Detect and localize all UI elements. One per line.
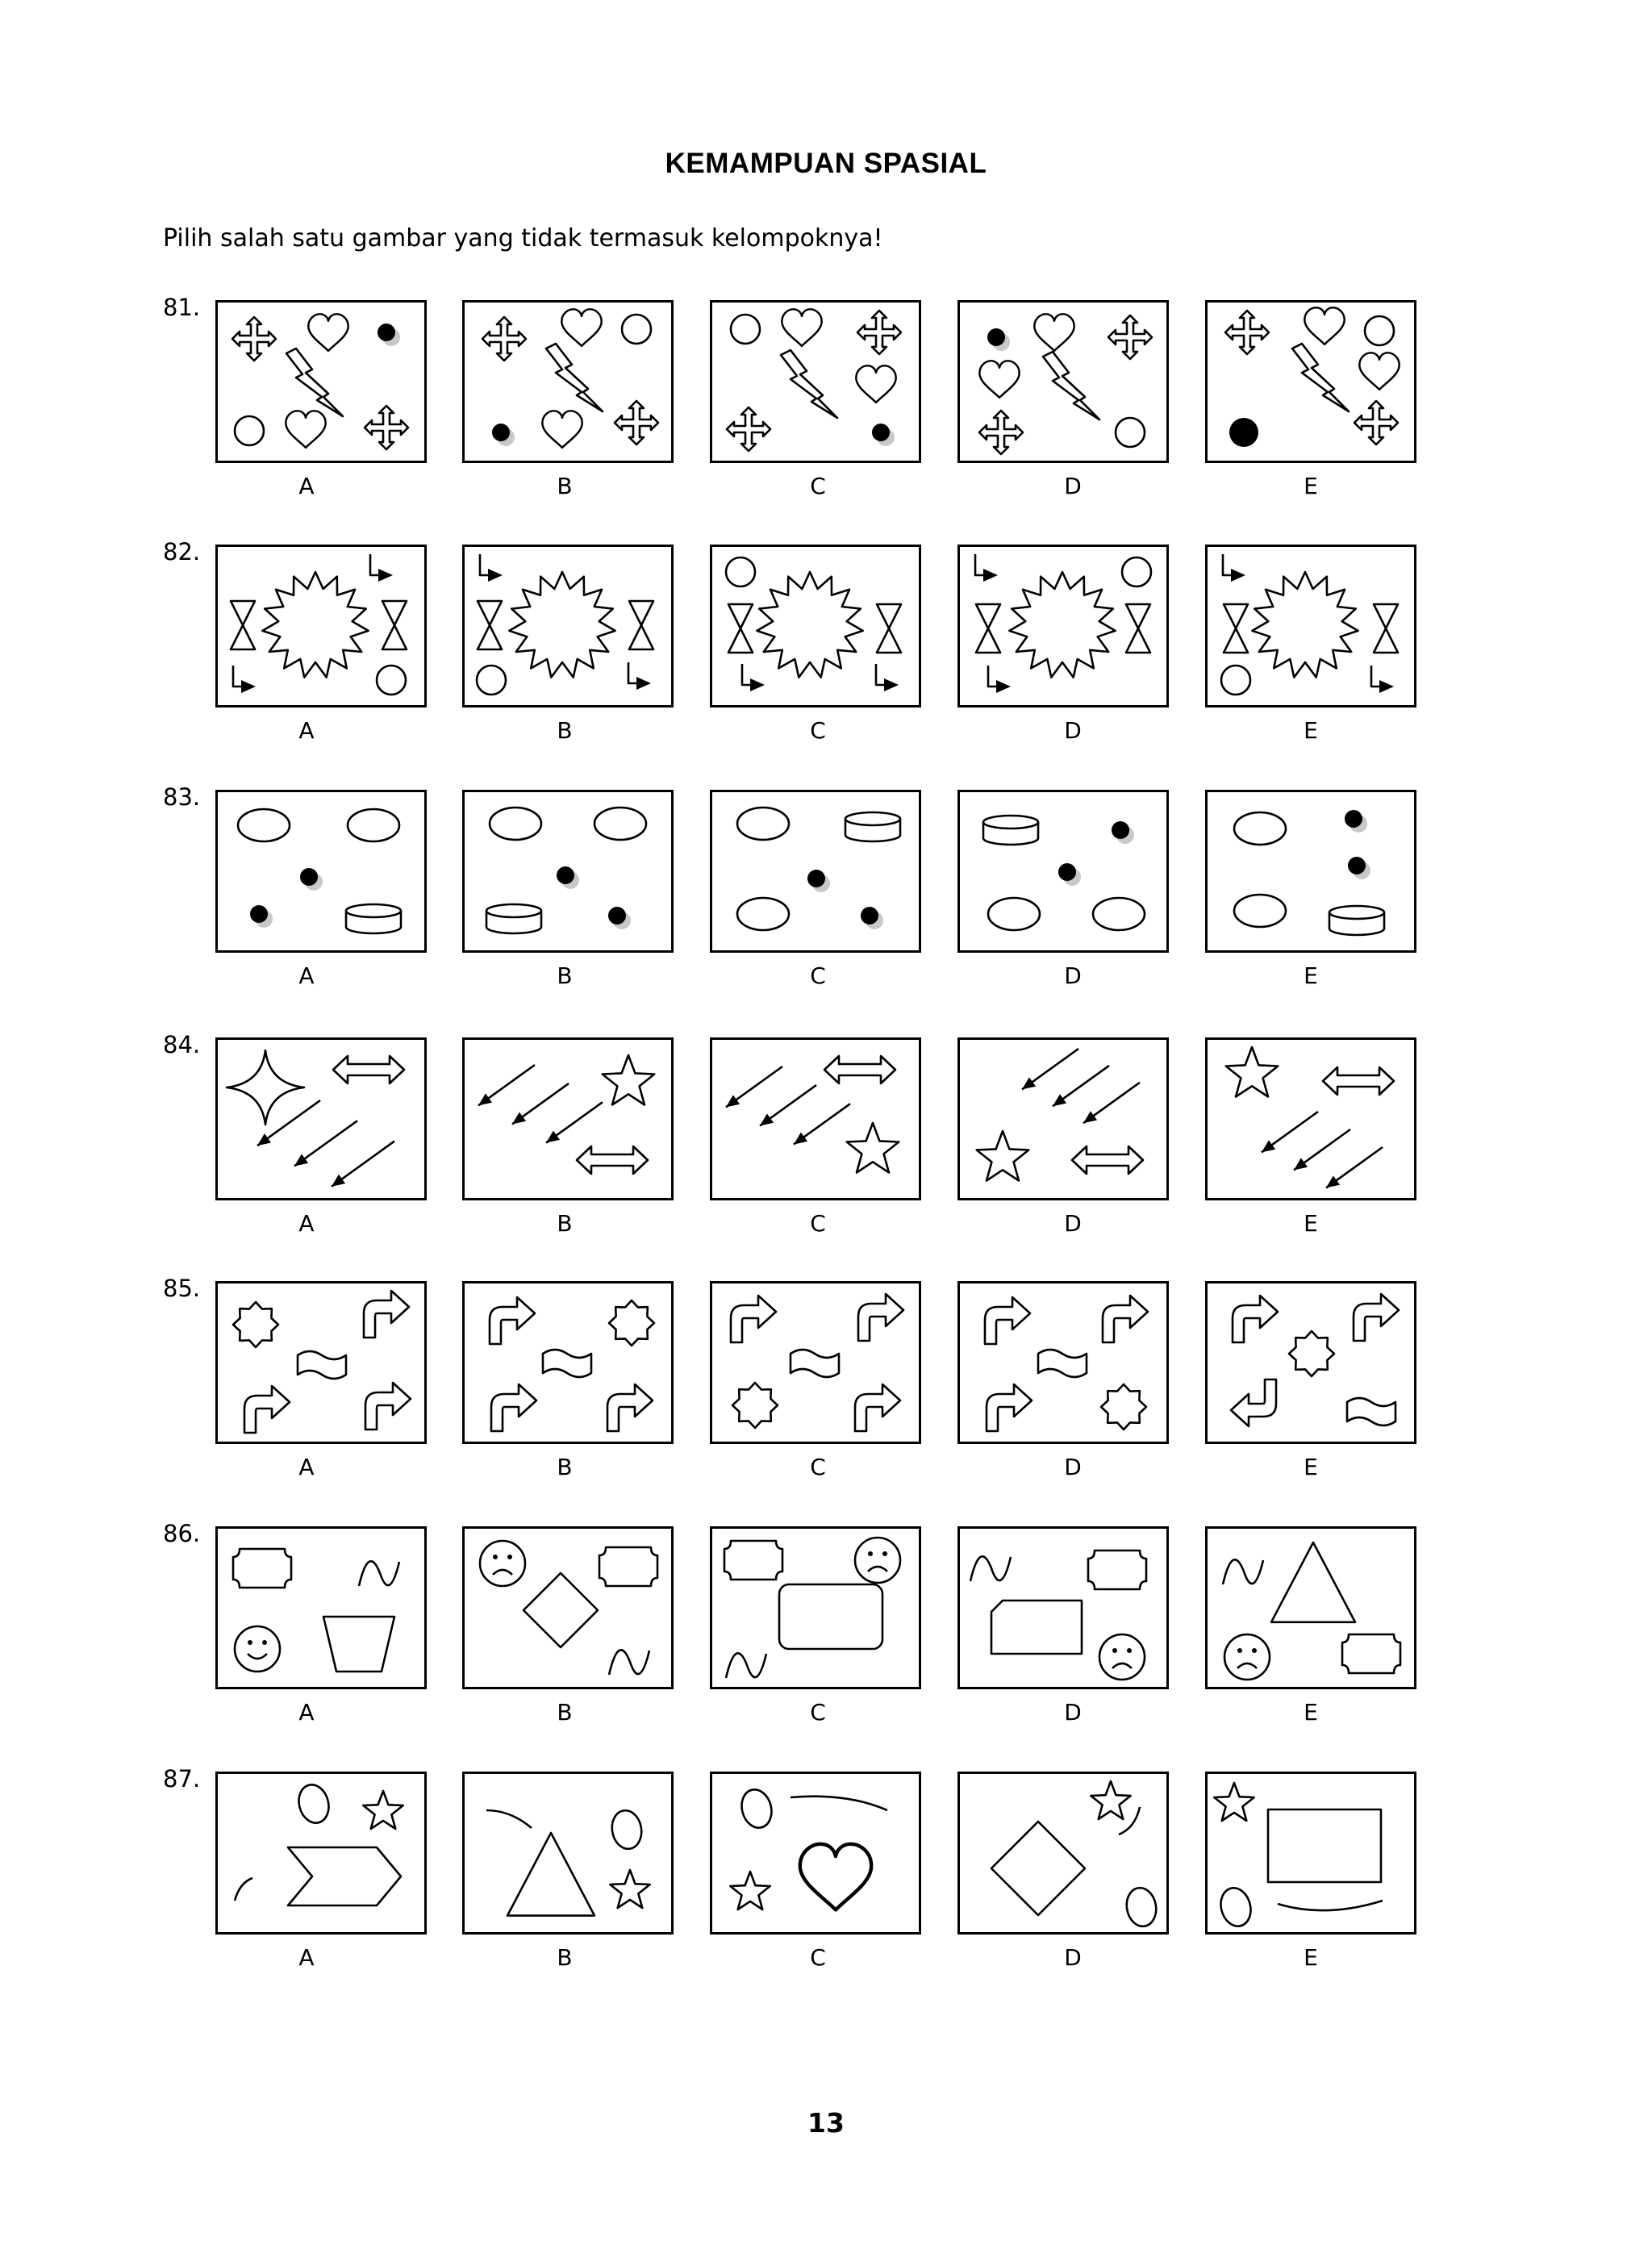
figure-drawing [215,300,427,463]
option-panel-86-a[interactable] [215,1526,427,1689]
figure-drawing [462,1526,674,1689]
figure-drawing [1205,545,1416,707]
figure-drawing [710,1037,921,1200]
option-label: D [1064,717,1082,744]
option-panel-81-b[interactable] [462,300,674,463]
figure-drawing [462,1281,674,1444]
option-label: B [557,1944,573,1971]
option-panel-87-e[interactable] [1205,1772,1416,1935]
question-number: 87. [163,1765,201,1793]
option-label: E [1304,473,1318,499]
figure-drawing [957,1772,1169,1935]
figure-drawing [710,1281,921,1444]
option-panel-84-b[interactable] [462,1037,674,1200]
figure-drawing [1205,1526,1416,1689]
option-panel-82-a[interactable] [215,545,427,707]
option-panel-86-b[interactable] [462,1526,674,1689]
figure-drawing [215,1281,427,1444]
figure-drawing [462,1772,674,1935]
option-label: A [298,962,315,989]
option-label: A [298,1699,315,1726]
option-panel-85-b[interactable] [462,1281,674,1444]
figure-drawing [1205,300,1416,463]
option-label: E [1304,717,1318,744]
question-number: 85. [163,1275,201,1302]
figure-drawing [710,790,921,953]
option-label: D [1064,1944,1082,1971]
figure-drawing [1205,1772,1416,1935]
option-label: C [810,1944,826,1971]
option-panel-83-e[interactable] [1205,790,1416,953]
option-label: C [810,962,826,989]
option-label: D [1064,1454,1082,1480]
figure-drawing [1205,1037,1416,1200]
figure-drawing [957,545,1169,707]
option-panel-87-a[interactable] [215,1772,427,1935]
option-panel-87-c[interactable] [710,1772,921,1935]
figure-drawing [1205,790,1416,953]
option-label: B [557,473,573,499]
instruction-text: Pilih salah satu gambar yang tidak termasuk kelompoknya! [163,224,883,253]
option-panel-85-c[interactable] [710,1281,921,1444]
option-label: E [1304,1210,1318,1237]
option-panel-83-a[interactable] [215,790,427,953]
option-label: A [298,473,315,499]
figure-drawing [215,545,427,707]
option-label: E [1304,1699,1318,1726]
option-label: E [1304,962,1318,989]
option-panel-84-a[interactable] [215,1037,427,1200]
option-panel-86-d[interactable] [957,1526,1169,1689]
option-panel-81-d[interactable] [957,300,1169,463]
page-title: KEMAMPUAN SPASIAL [665,148,987,179]
option-panel-84-c[interactable] [710,1037,921,1200]
figure-drawing [710,300,921,463]
figure-drawing [710,1772,921,1935]
option-label: A [298,1944,315,1971]
option-panel-87-d[interactable] [957,1772,1169,1935]
option-panel-81-e[interactable] [1205,300,1416,463]
figure-drawing [215,1772,427,1935]
option-panel-82-d[interactable] [957,545,1169,707]
option-label: C [810,1210,826,1237]
figure-drawing [957,1526,1169,1689]
figure-drawing [215,1037,427,1200]
option-panel-86-c[interactable] [710,1526,921,1689]
figure-drawing [710,545,921,707]
figure-drawing [957,1037,1169,1200]
option-label: C [810,717,826,744]
option-panel-87-b[interactable] [462,1772,674,1935]
option-panel-85-e[interactable] [1205,1281,1416,1444]
question-number: 86. [163,1520,201,1547]
option-panel-82-c[interactable] [710,545,921,707]
option-label: B [557,1699,573,1726]
figure-drawing [957,1281,1169,1444]
question-number: 83. [163,783,201,811]
option-label: E [1304,1944,1318,1971]
option-label: A [298,717,315,744]
figure-drawing [215,1526,427,1689]
option-panel-81-c[interactable] [710,300,921,463]
option-panel-82-b[interactable] [462,545,674,707]
figure-drawing [1205,1281,1416,1444]
option-panel-83-d[interactable] [957,790,1169,953]
option-label: C [810,1699,826,1726]
option-label: D [1064,473,1082,499]
option-panel-85-d[interactable] [957,1281,1169,1444]
option-label: A [298,1454,315,1480]
option-label: A [298,1210,315,1237]
option-label: E [1304,1454,1318,1480]
option-panel-86-e[interactable] [1205,1526,1416,1689]
option-label: B [557,717,573,744]
figure-drawing [462,790,674,953]
question-number: 81. [163,294,201,321]
option-label: D [1064,1210,1082,1237]
option-panel-85-a[interactable] [215,1281,427,1444]
option-label: B [557,1210,573,1237]
figure-drawing [957,300,1169,463]
option-panel-82-e[interactable] [1205,545,1416,707]
figure-drawing [462,1037,674,1200]
figure-drawing [957,790,1169,953]
question-number: 82. [163,538,201,566]
figure-drawing [710,1526,921,1689]
option-label: C [810,1454,826,1480]
figure-drawing [215,790,427,953]
figure-drawing [462,300,674,463]
figure-drawing [462,545,674,707]
option-panel-84-e[interactable] [1205,1037,1416,1200]
option-panel-81-a[interactable] [215,300,427,463]
option-panel-83-c[interactable] [710,790,921,953]
option-panel-84-d[interactable] [957,1037,1169,1200]
option-label: D [1064,1699,1082,1726]
option-panel-83-b[interactable] [462,790,674,953]
option-label: D [1064,962,1082,989]
page-number: 13 [807,2107,845,2139]
option-label: C [810,473,826,499]
option-label: B [557,1454,573,1480]
option-label: B [557,962,573,989]
question-number: 84. [163,1031,201,1058]
